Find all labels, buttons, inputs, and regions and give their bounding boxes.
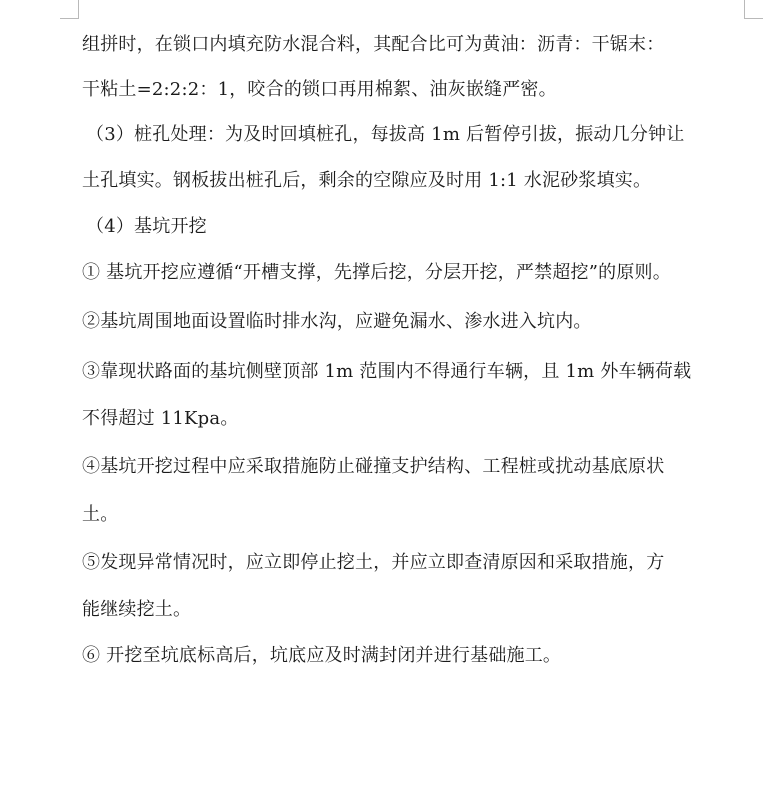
text-line: （3）桩孔处理：为及时回填桩孔，每拔高 1m 后暂停引拔，振动几分钟让 — [86, 124, 685, 145]
text-line: 组拼时，在锁口内填充防水混合料，其配合比可为黄油：沥青：干锯末： — [82, 34, 665, 55]
list-item: ⑤发现异常情况时，应立即停止挖土，并应立即查清原因和采取措施，方 — [82, 552, 665, 573]
text-line: 土孔填实。钢板拔出桩孔后，剩余的空隙应及时用 1:1 水泥砂浆填实。 — [82, 170, 652, 191]
text-line: 不得超过 11Kpa。 — [82, 408, 239, 429]
list-item: ① 基坑开挖应遵循“开槽支撑，先撑后挖，分层开挖，严禁超挖”的原则。 — [82, 262, 671, 283]
list-item: ②基坑周围地面设置临时排水沟，应避免漏水、渗水进入坑内。 — [82, 311, 592, 332]
list-item: ⑥ 开挖至坑底标高后，坑底应及时满封闭并进行基础施工。 — [82, 645, 562, 666]
page-margin-corner-mark-left — [60, 0, 79, 19]
list-item: ③靠现状路面的基坑侧壁顶部 1m 范围内不得通行车辆，且 1m 外车辆荷载 — [82, 361, 692, 382]
page-margin-corner-mark-right — [744, 0, 763, 19]
text-line: 干粘土=2:2:2：1，咬合的锁口再用棉絮、油灰嵌缝严密。 — [82, 79, 557, 100]
section-heading: （4）基坑开挖 — [86, 216, 207, 237]
text-line: 土。 — [82, 504, 119, 525]
text-line: 能继续挖土。 — [82, 599, 192, 620]
list-item: ④基坑开挖过程中应采取措施防止碰撞支护结构、工程桩或扰动基底原状 — [82, 456, 665, 477]
